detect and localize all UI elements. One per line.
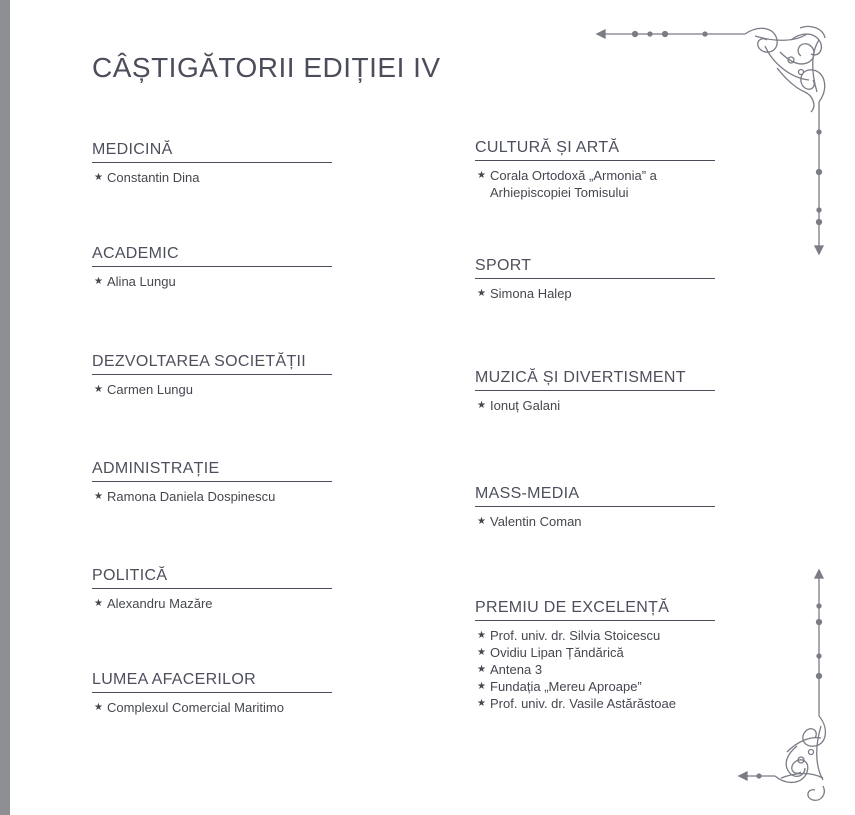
winner-list: [475, 397, 715, 414]
winner-list: [92, 699, 332, 716]
category-mass-media: [475, 485, 715, 530]
category-title: CULTURĂ ȘI ARTĂ: [475, 139, 715, 161]
category-premiu-de-excelenta: [475, 599, 715, 712]
category-title: MEDICINĂ: [92, 141, 332, 163]
category-sport: [475, 257, 715, 302]
winner-item: ★ Antena 3: [477, 662, 543, 677]
winner-item: ★ Valentin Coman: [477, 514, 582, 529]
category-lumea-afacerilor: [92, 671, 332, 716]
star-icon: ★: [477, 288, 486, 299]
corner-ornament-top-right-icon: [595, 22, 830, 258]
winner-list: [92, 488, 332, 505]
category-administratie: [92, 460, 332, 505]
star-icon: ★: [477, 170, 486, 181]
star-icon: ★: [477, 647, 486, 658]
corner-ornament-bottom-right-icon: [735, 566, 835, 806]
category-title: PREMIU DE EXCELENȚĂ: [475, 599, 715, 621]
winner-list: [92, 273, 332, 290]
winner-item: ★ Alexandru Mazăre: [94, 596, 213, 611]
page-title: CÂȘTIGĂTORII EDIȚIEI IV: [92, 52, 441, 83]
category-muzica-si-divertisment: [475, 369, 715, 414]
winner-list: [92, 169, 332, 186]
category-title: DEZVOLTAREA SOCIETĂȚII: [92, 353, 332, 375]
category-academic: [92, 245, 332, 290]
star-icon: ★: [477, 400, 486, 411]
winner-item: ★ Ramona Daniela Dospinescu: [94, 489, 276, 504]
star-icon: ★: [477, 698, 486, 709]
star-icon: ★: [94, 598, 103, 609]
winner-item: ★ Constantin Dina: [94, 170, 200, 185]
winner-item: ★ Corala Ortodoxă „Armonia” a Arhiepiscopiei Tomisului: [477, 168, 657, 200]
winner-list: [92, 381, 332, 398]
category-title: MASS-MEDIA: [475, 485, 715, 507]
star-icon: ★: [477, 630, 486, 641]
winner-item: ★ Fundația „Mereu Aproape”: [477, 679, 642, 694]
category-dezvoltarea-societatii: [92, 353, 332, 398]
winner-item: ★ Alina Lungu: [94, 274, 176, 289]
category-title: SPORT: [475, 257, 715, 279]
category-title: LUMEA AFACERILOR: [92, 671, 332, 693]
winner-list: [475, 627, 715, 712]
star-icon: ★: [94, 276, 103, 287]
left-edge-strip: [0, 0, 10, 815]
winner-list: [92, 595, 332, 612]
category-politica: [92, 567, 332, 612]
category-title: ACADEMIC: [92, 245, 332, 267]
winner-item: ★ Ionuț Galani: [477, 398, 561, 413]
winner-item: ★ Complexul Comercial Maritimo: [94, 700, 284, 715]
winner-item: ★ Prof. univ. dr. Silvia Stoicescu: [477, 628, 661, 643]
star-icon: ★: [477, 681, 486, 692]
winner-item: ★ Carmen Lungu: [94, 382, 193, 397]
star-icon: ★: [94, 172, 103, 183]
category-title: MUZICĂ ȘI DIVERTISMENT: [475, 369, 715, 391]
winner-item: ★ Simona Halep: [477, 286, 572, 301]
category-title: ADMINISTRAȚIE: [92, 460, 332, 482]
winner-item: ★ Ovidiu Lipan Țăndărică: [477, 645, 624, 660]
winner-list: [475, 513, 715, 530]
category-medicina: [92, 141, 332, 186]
category-title: POLITICĂ: [92, 567, 332, 589]
star-icon: ★: [477, 516, 486, 527]
star-icon: ★: [477, 664, 486, 675]
star-icon: ★: [94, 491, 103, 502]
star-icon: ★: [94, 702, 103, 713]
star-icon: ★: [94, 384, 103, 395]
winner-list: [475, 285, 715, 302]
winner-item: ★ Prof. univ. dr. Vasile Astărăstoae: [477, 696, 676, 711]
